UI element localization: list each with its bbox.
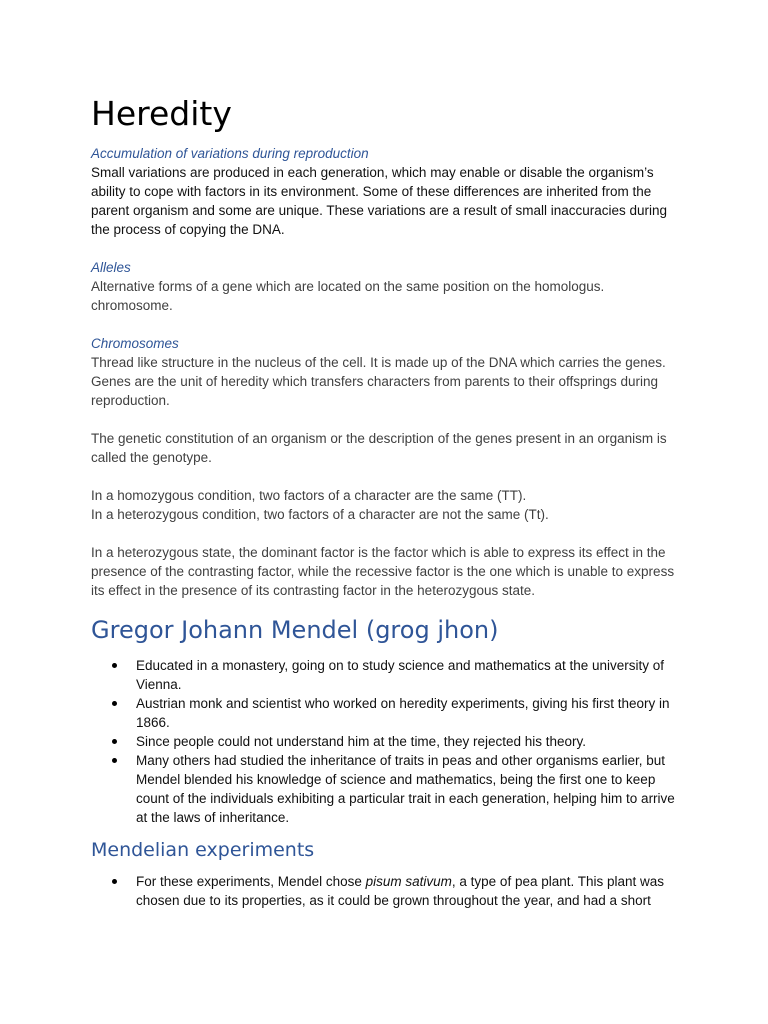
- mendel-bullet-list: [91, 656, 681, 827]
- bullet-icon: [112, 739, 117, 744]
- list-item: [91, 656, 681, 694]
- genotype-paragraph: The genetic constitution of an organism or the description of the genes present in an organism is called the genotype.: [91, 431, 667, 465]
- document-content: [91, 93, 681, 910]
- alleles-paragraph: Alternative forms of a gene which are located on the same position on the homologus. chromosome.: [91, 279, 605, 313]
- list-item-text: Austrian monk and scientist who worked on heredity experiments, giving his first theory in 1866.: [136, 696, 670, 730]
- list-item-text-before: For these experiments, Mendel chose: [136, 874, 366, 889]
- bullet-icon: [112, 879, 117, 884]
- dominant-recessive-paragraph: In a heterozygous state, the dominant factor is the factor which is able to express its effect in the presence of the contrasting factor, while the recessive factor is the one which is unable to express its effect in the presence of its contrasting factor in the heterozygous state.: [91, 545, 675, 598]
- chromosomes-paragraph: Thread like structure in the nucleus of the cell. It is made up of the DNA which carries the genes. Genes are the unit of heredity which transfers characters from parents to their offsprings during reproduction.: [91, 355, 666, 408]
- list-item-text-after: , a type of pea plant. This plant was chosen due to its properties, as it could be grown throughout the year, and had a short: [136, 874, 665, 908]
- list-item-text: Many others had studied the inheritance of traits in peas and other organisms earlier, but Mendel blended his knowledge of science and mathematics, being the first one to keep count of the individuals exhibiting a particular trait in each generation, helping him to arrive at the laws of inheritance.: [136, 753, 675, 825]
- page-title: Heredity: [91, 94, 232, 133]
- list-item: [91, 872, 681, 910]
- alleles-heading: Alleles: [91, 260, 131, 275]
- species-name: pisum sativum: [365, 874, 452, 889]
- list-item-text: Educated in a monastery, going on to study science and mathematics at the university of Vienna.: [136, 658, 665, 692]
- variations-paragraph: Small variations are produced in each generation, which may enable or disable the organism’s ability to cope with factors in its environment. Some of these differences are inherited from the parent organism and some are unique. These variations are a result of small inaccuracies during the process of copying the DNA.: [91, 165, 668, 237]
- bullet-icon: [112, 663, 117, 668]
- mendel-heading: Gregor Johann Mendel (grog jhon): [91, 616, 499, 644]
- bullet-icon: [112, 758, 117, 763]
- experiments-heading: Mendelian experiments: [91, 839, 315, 861]
- list-item-text: Since people could not understand him at the time, they rejected his theory.: [136, 734, 587, 749]
- chromosomes-heading: Chromosomes: [91, 336, 179, 351]
- variations-heading: Accumulation of variations during reproduction: [91, 146, 369, 161]
- list-item: [91, 751, 681, 827]
- list-item: [91, 694, 681, 732]
- bullet-icon: [112, 701, 117, 706]
- experiments-bullet-list: [91, 872, 681, 910]
- list-item: [91, 732, 681, 751]
- heterozygous-line: In a heterozygous condition, two factors of a character are not the same (Tt).: [91, 507, 549, 522]
- homozygous-line: In a homozygous condition, two factors of a character are the same (TT).: [91, 488, 527, 503]
